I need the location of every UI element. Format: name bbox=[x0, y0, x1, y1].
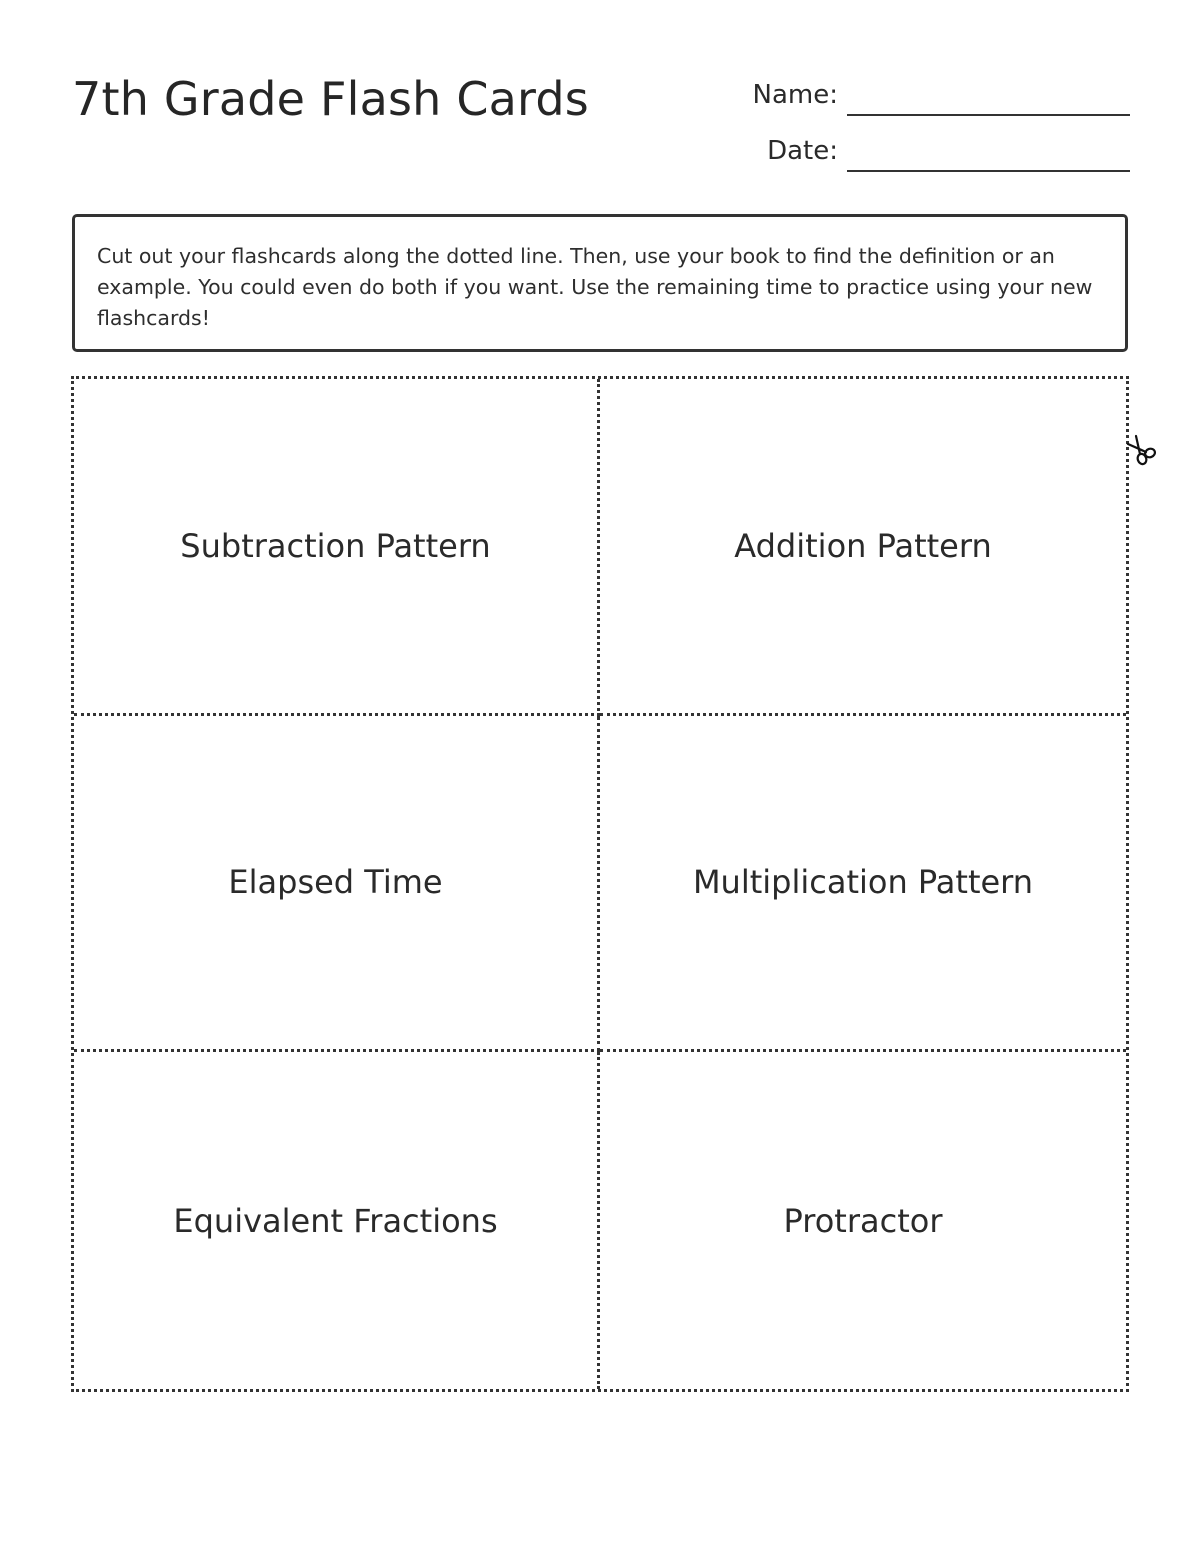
flashcard-term: Elapsed Time bbox=[228, 863, 443, 902]
flashcard-term: Protractor bbox=[783, 1201, 943, 1240]
name-label: Name: bbox=[752, 80, 838, 110]
flashcard-term: Addition Pattern bbox=[734, 526, 992, 565]
flashcard-term: Subtraction Pattern bbox=[180, 526, 491, 565]
date-field bbox=[700, 132, 1130, 172]
scissors-icon bbox=[1124, 432, 1160, 472]
instructions-box bbox=[72, 214, 1128, 352]
flashcard bbox=[600, 716, 1126, 1053]
flashcard-grid bbox=[71, 376, 1129, 1392]
flashcard bbox=[600, 1052, 1126, 1389]
name-field bbox=[700, 76, 1130, 116]
flashcard-term: Multiplication Pattern bbox=[692, 863, 1034, 902]
date-label: Date: bbox=[767, 136, 838, 166]
instructions-text: Cut out your flashcards along the dotted line. Then, use your book to find the definition or an example. You could even do both if you want. Use the remaining time to practice using your new flashcards! bbox=[97, 244, 1093, 330]
page-title: 7th Grade Flash Cards bbox=[72, 72, 589, 126]
flashcard bbox=[74, 379, 600, 716]
date-line bbox=[847, 170, 1130, 172]
flashcard bbox=[74, 1052, 600, 1389]
name-line bbox=[847, 114, 1130, 116]
flashcard bbox=[74, 716, 600, 1053]
flashcard bbox=[600, 379, 1126, 716]
flashcard-term: Equivalent Fractions bbox=[173, 1201, 498, 1240]
